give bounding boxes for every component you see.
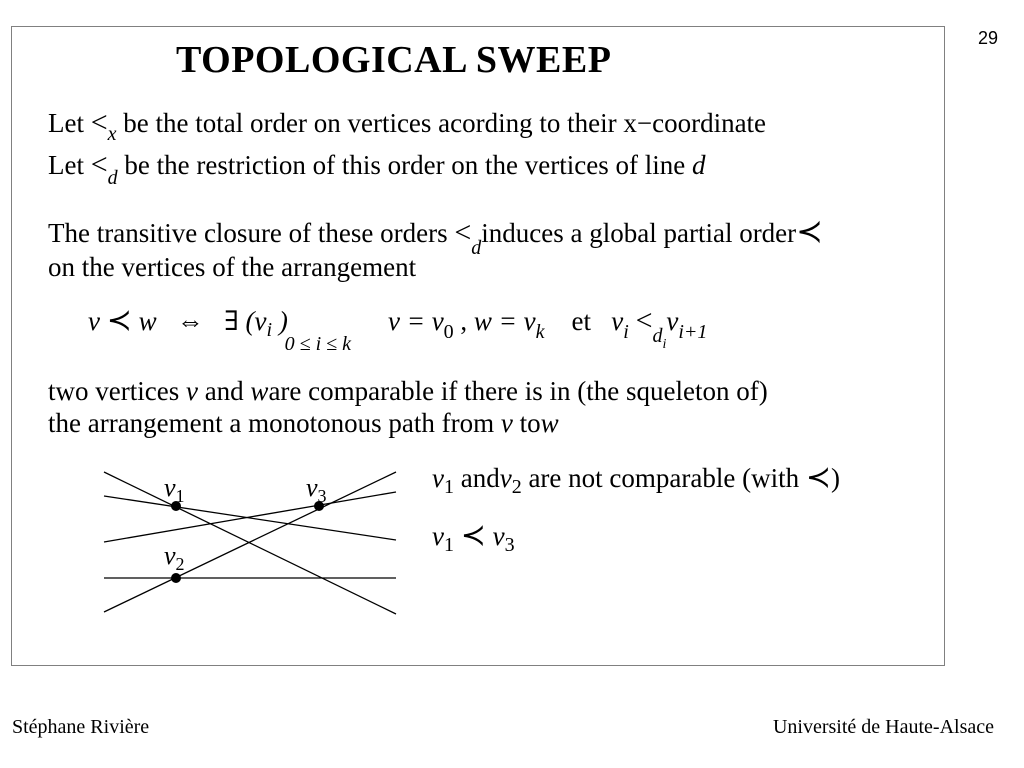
line1-text: be the total order on vertices acording to their x−coordinate [123, 108, 767, 138]
subscript-d: d [471, 237, 482, 259]
prec-symbol: ≺ [796, 212, 823, 250]
arrangement-diagram [100, 464, 400, 624]
sub-1: 1 [443, 534, 454, 556]
definition-line-2 [48, 148, 706, 189]
v-equals: v = v [387, 306, 444, 336]
line-c [104, 496, 396, 540]
vi1: v [666, 306, 679, 336]
label-v2: $v_2$ [164, 541, 185, 574]
definition-line-1 [48, 106, 767, 145]
comparable-text-c: are comparable if there is in (the squeleton of) [268, 376, 768, 406]
v1: v [432, 463, 444, 493]
exists-symbol: ∃ [224, 306, 239, 336]
var-v: v [185, 376, 198, 406]
less-than-symbol: < [635, 304, 653, 337]
closure-line-2: on the vertices of the arrangement [48, 252, 417, 282]
vertex-v2 [171, 573, 181, 583]
sub-i: i [623, 321, 629, 343]
slide-title: TOPOLOGICAL SWEEP [176, 39, 612, 81]
sub-k: k [535, 321, 545, 343]
prec-symbol: ≺ [460, 518, 486, 553]
sub-2: 2 [511, 476, 522, 498]
line2-text: be the restriction of this order on the vertices of line [124, 150, 686, 180]
var-v: v [500, 408, 513, 438]
prec-symbol: ≺ [106, 303, 132, 338]
comparable-line-1 [48, 376, 768, 407]
comparable-text-a: two vertices [48, 376, 180, 406]
vi: v [611, 306, 624, 336]
sub-3: 3 [504, 534, 515, 556]
label-v3: $v_3$ [306, 473, 327, 506]
sub-1: 1 [443, 476, 454, 498]
iff-symbol: ⇔ [176, 306, 204, 336]
line-variable-d: d [691, 150, 706, 180]
less-than-symbol: < [90, 148, 108, 181]
footer-institution: Université de Haute-Alsace [772, 716, 994, 738]
statement-not-comparable [432, 460, 840, 498]
w-equals: w = v [473, 306, 536, 336]
statement-comparable [432, 518, 515, 556]
seq-open: (v [245, 306, 267, 336]
close-paren: ) [830, 463, 840, 493]
closure-text-a: The transitive closure of these orders [48, 218, 448, 248]
var-w: w [250, 376, 269, 406]
sub-sub-i: i [662, 337, 667, 352]
seq-sub-i: i [266, 319, 273, 341]
v2: v [499, 463, 512, 493]
path-text-to: to [519, 408, 541, 438]
closure-line [48, 212, 823, 259]
footer-author: Stéphane Rivière [12, 716, 150, 738]
comparable-line-2 [48, 408, 559, 439]
closure-text-b: induces a global partial order [481, 218, 797, 248]
formula-v: v [88, 306, 100, 336]
path-text-a: the arrangement a monotonous path from [48, 408, 495, 438]
seq-close: ) [278, 306, 288, 336]
var-w: w [540, 408, 559, 438]
sub-i-plus-1: i+1 [678, 321, 708, 343]
let-word: Let [48, 108, 84, 138]
v1: v [432, 521, 444, 551]
et-word: et [571, 306, 592, 336]
and-word: and [460, 463, 500, 493]
label-v1: $v_1$ [164, 473, 185, 506]
formula-comma: , [460, 306, 468, 336]
less-than-symbol: < [90, 106, 108, 139]
sub-d: d [652, 325, 663, 347]
page-number: 29 [977, 28, 999, 48]
let-word: Let [48, 150, 84, 180]
subscript-x: x [107, 123, 117, 145]
less-than-symbol: < [454, 216, 472, 249]
comparable-text-and: and [204, 376, 244, 406]
prec-symbol: ≺ [805, 460, 831, 495]
subscript-d: d [107, 167, 118, 189]
seq-range: 0 ≤ i ≤ k [284, 333, 351, 355]
not-comparable-text: are not comparable (with [528, 463, 800, 493]
sub-0: 0 [443, 321, 454, 343]
formula-w: w [138, 306, 157, 336]
line-d [104, 492, 396, 542]
v3: v [492, 521, 505, 551]
